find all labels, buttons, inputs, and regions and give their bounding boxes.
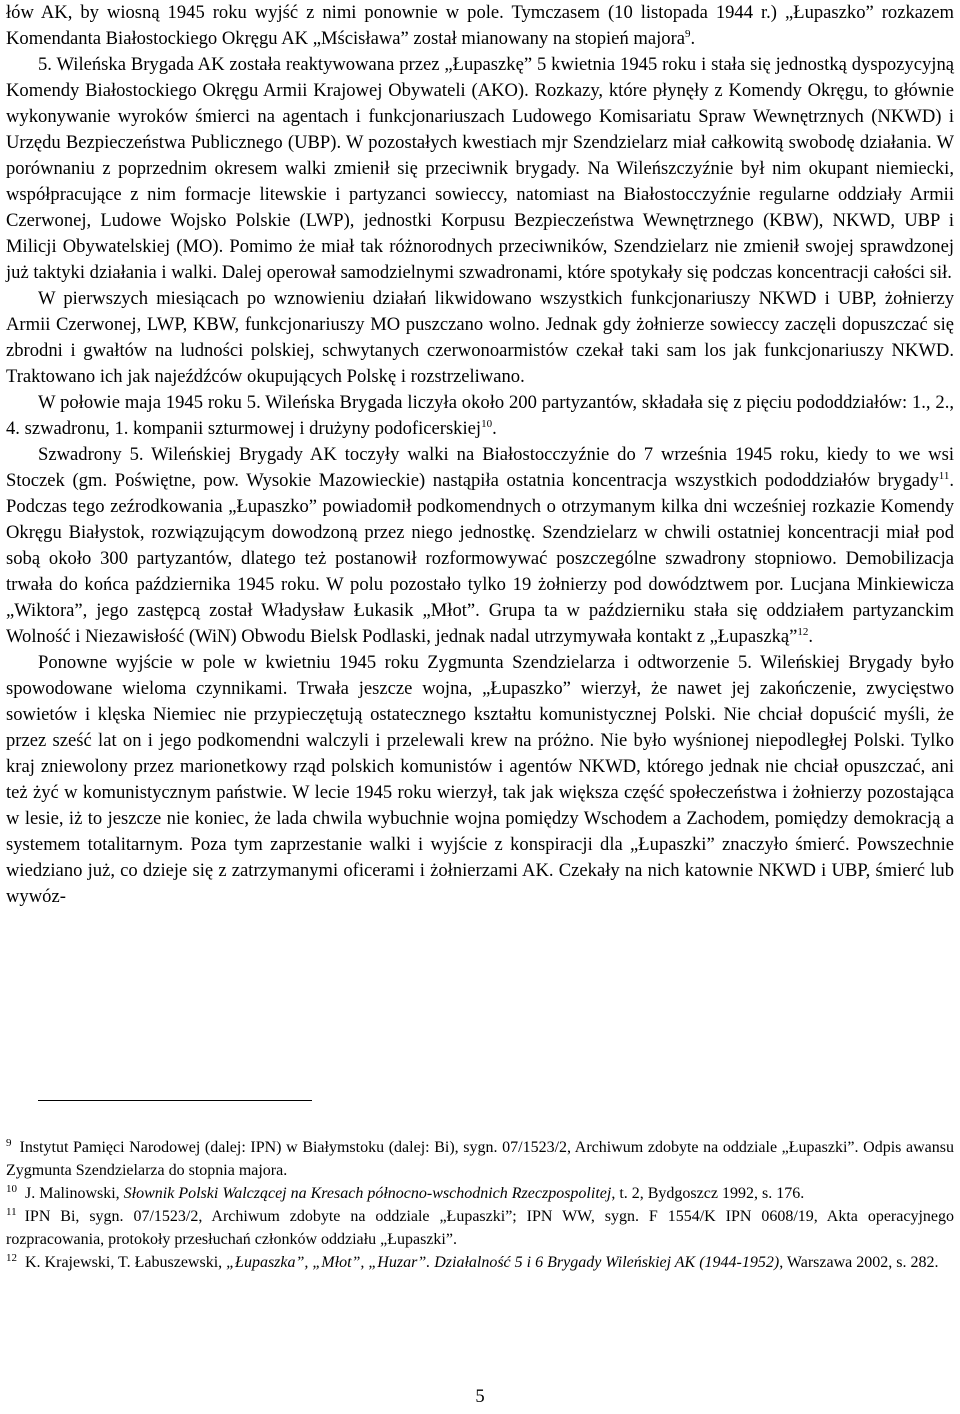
footnote bbox=[6, 1205, 954, 1251]
text-run: . Podczas tego zeźrodkowania „Łupaszko” powiadomił podkomendnych o otrzymanym kilka dni wcześniej rozkazie Komendy Okręgu Białystok, rozwiązującym dowodzoną przez niego jednostkę. Szendzielarz w chwili ostatniej koncentracji miał pod sobą około 300 partyzantów, dlatego też postanowił rozformowywać poszczególne szwadrony stopniowo. Demobilizacja trwała do końca października 1945 roku. W polu pozostało tylko 19 żołnierzy pod dowództwem por. Lucjana Minkiewicza „Wiktora”, jego zastępcą został Władysław Łukasik „Młot”. Grupa ta w październiku stała się oddziałem partyzanckim Wolność i Niezawisłość (WiN) Obwodu Bielsk Podlaski, jednak nadal utrzymywała kontakt z „Łupaszką” bbox=[6, 470, 954, 647]
text-run: 5. Wileńska Brygada AK została reaktywowana przez „Łupaszkę” 5 kwietnia 1945 roku i stała się jednostką dyspozycyjną Komendy Białostockiego Okręgu Armii Krajowej Obywateli (AKO). Rozkazy, które płynęły z Komendy Okręgu, to głównie wykonywanie wyroków śmierci na agentach i funkcjonariuszach Ludowego Komisariatu Spraw Wewnętrznych (NKWD) i Urzędu Bezpieczeństwa Publicznego (UBP). W pozostałych kwestiach mjr Szendzielarz miał całkowitą swobodę działania. W porównaniu z poprzednim okresem walki zmienił się przeciwnik brygady. Na Wileńszczyźnie był nim okupant niemiecki, współpracujące z nim formacje litewskie i partyzanci sowieccy, natomiast na Białostocczyźnie regularne oddziały Armii Czerwonej, Ludowe Wojsko Polskie (LWP), jednostki Korpusu Bezpieczeństwa Wewnętrznego (KBW), NKWD, UBP i Milicji Obywatelskiej (MO). Pomimo że miał tak różnorodnych przeciwników, Szendzielarz nie zmienił swojej sprawdzonej już taktyki działania i walki. Dalej operował samodzielnymi szwadronami, które spotykały się podczas koncentracji całości sił. bbox=[6, 54, 954, 283]
text-run: W pierwszych miesiącach po wznowieniu działań likwidowano wszystkich funkcjonariuszy NKWD i UBP, żołnierzy Armii Czerwonej, LWP, KBW, funkcjonariuszy MO puszczano wolno. Jednak gdy żołnierze sowieccy zaczęli dopuszczać się zbrodni i gwałtów na ludności polskiej, schwytanych czerwonoarmistów czekał taki sam los jak funkcjonariuszy NKWD. Traktowano ich jak najeźdźców okupujących Polskę i rozstrzeliwano. bbox=[6, 288, 954, 387]
footnote-number: 11 bbox=[6, 1205, 17, 1218]
italic-text: Słownik Polski Walczącej na Kresach północno-wschodnich Rzeczpospolitej bbox=[123, 1185, 612, 1202]
paragraph bbox=[6, 0, 954, 52]
footnote-number: 10 bbox=[6, 1182, 17, 1195]
italic-text: „Łupaszka”, „Młot”, „Huzar”. Działalność 5 i 6 Brygady Wileńskiej AK (1944-1952) bbox=[226, 1254, 780, 1271]
text-run: łów AK, by wiosną 1945 roku wyjść z nimi ponownie w pole. Tymczasem (10 listopada 1944 r.) „Łupaszko” rozkazem Komendanta Białostockiego Okręgu AK „Mścisława” został mianowany na stopień majora bbox=[6, 2, 954, 49]
text-run: , Warszawa 2002, s. 282. bbox=[779, 1254, 939, 1271]
text-run: . bbox=[492, 418, 497, 439]
paragraph bbox=[6, 286, 954, 390]
footnote-ref: 10 bbox=[481, 417, 493, 430]
text-run: Instytut Pamięci Narodowej (dalej: IPN) w Białymstoku (dalej: Bi), sygn. 07/1523/2, Archiwum zdobyte na oddziale „Łupaszki”. Odpis awansu Zygmunta Szendzielarza do stopnia majora. bbox=[6, 1139, 954, 1179]
text-run: . bbox=[808, 626, 814, 647]
footnote-ref: 12 bbox=[797, 625, 809, 638]
main-text bbox=[6, 0, 954, 910]
text-run: , t. 2, Bydgoszcz 1992, s. 176. bbox=[611, 1185, 805, 1202]
paragraph bbox=[6, 650, 954, 910]
paragraph bbox=[6, 52, 954, 286]
text-run: K. Krajewski, T. Łabuszewski, bbox=[25, 1254, 227, 1271]
footnote bbox=[6, 1251, 954, 1274]
footnote-ref: 9 bbox=[685, 27, 691, 40]
text-run: W połowie maja 1945 roku 5. Wileńska Brygada liczyła około 200 partyzantów, składała się z pięciu pododdziałów: 1., 2., 4. szwadronu, 1. kompanii szturmowej i drużyny podoficerskiej bbox=[6, 392, 954, 439]
footnote bbox=[6, 1182, 954, 1205]
footnotes bbox=[6, 1136, 954, 1274]
footnote-ref: 11 bbox=[938, 469, 950, 482]
text-run: IPN Bi, sygn. 07/1523/2, Archiwum zdobyte na oddziale „Łupaszki”; IPN WW, sygn. F 1554/K IPN 0608/19, Akta operacyjnego rozpracowania, protokoły przesłuchań członków oddziału „Łupaszki”. bbox=[6, 1208, 954, 1248]
footnote bbox=[6, 1136, 954, 1182]
text-run: Szwadrony 5. Wileńskiej Brygady AK toczyły walki na Białostocczyźnie do 7 września 1945 roku, kiedy to we wsi Stoczek (gm. Poświętne, pow. Wysokie Mazowieckie) nastąpiła ostatnia koncentracja wszystkich pododdziałów brygady bbox=[6, 444, 954, 491]
text-run: . bbox=[690, 28, 696, 49]
text-run: Ponowne wyjście w pole w kwietniu 1945 roku Zygmunta Szendzielarza i odtworzenie 5. Wileńskiej Brygady było spowodowane wieloma czynnikami. Trwała jeszcze wojna, „Łupaszko” wierzył, że nawet jej zakończenie, zwycięstwo sowietów i klęska Niemiec nie przypieczętują ostatecznego kształtu komunistycznej Polski. Nie chciał dopuścić myśli, że przez sześć lat on i jego podkomendni walczyli i przelewali krew na próżno. Nie było wyśnionej niepodległej Polski. Tylko kraj zniewolony przez marionetkowy rząd polskich komunistów i agentów NKWD, którego jednak nie chciał opuszczać, ani też żyć w komunistycznym państwie. W lecie 1945 roku wierzył, tak jak większa część społeczeństwa i żołnierzy pozostająca w lesie, iż to jeszcze nie koniec, że lada chwila wybuchnie wojna pomiędzy Wschodem a Zachodem, pomiędzy demokracją a systemem totalitarnym. Poza tym zaprzestanie walki i wyjście z konspiracji dla „Łupaszki” znaczyło śmierć. Powszechnie wiedziano już, co dzieje się z zatrzymanymi oficerami i żołnierzami AK. Czekały na nich katownie NKWD i UBP, śmierć lub wywóz- bbox=[6, 652, 954, 907]
page-number: 5 bbox=[475, 1386, 485, 1407]
footnote-number: 9 bbox=[6, 1136, 12, 1149]
footnote-number: 12 bbox=[6, 1251, 17, 1264]
text-run: J. Malinowski, bbox=[25, 1185, 124, 1202]
footnote-separator bbox=[38, 1100, 312, 1101]
paragraph bbox=[6, 390, 954, 442]
paragraph bbox=[6, 442, 954, 650]
